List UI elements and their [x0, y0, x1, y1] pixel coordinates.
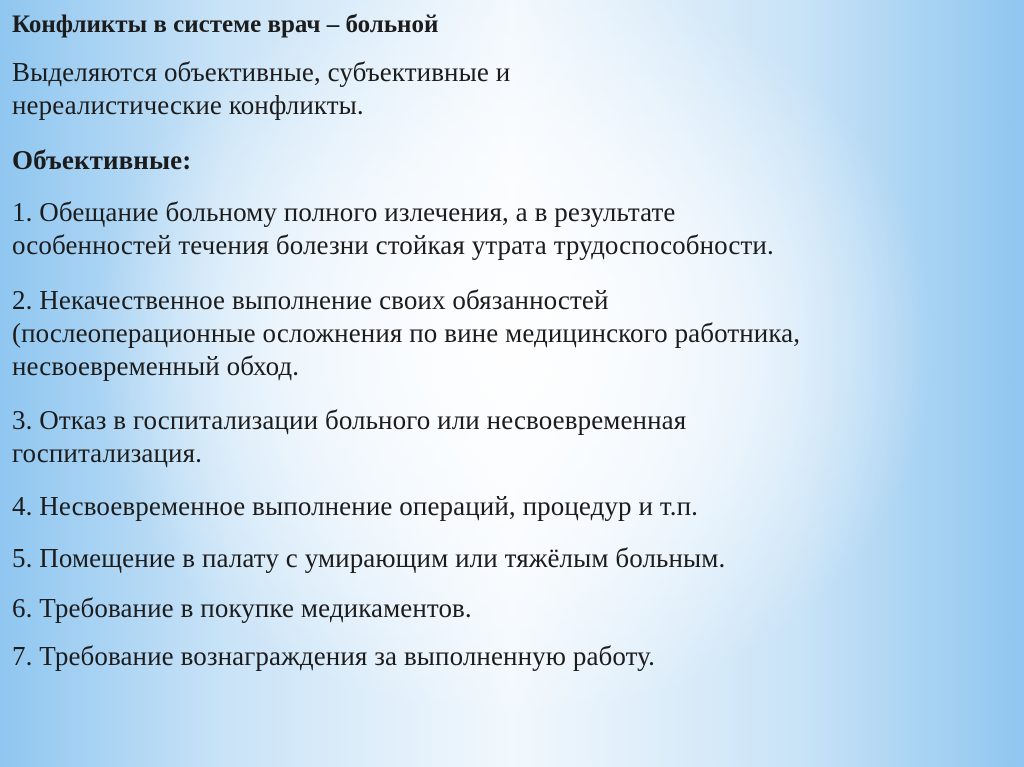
list-item-3	[12, 404, 1012, 470]
list-item-4	[12, 490, 1012, 523]
list-item-2-line-1: 2. Некачественное выполнение своих обязанностей	[12, 285, 609, 315]
list-item-2	[12, 284, 1012, 383]
list-item-5-line-1: 5. Помещение в палату с умирающим или тяжёлым больным.	[12, 543, 726, 573]
list-item-1	[12, 196, 1012, 262]
list-item-6-line-1: 6. Требование в покупке медикаментов.	[12, 593, 472, 623]
list-item-6	[12, 592, 1012, 625]
slide-title: Конфликты в системе врач – больной	[12, 11, 439, 38]
list-item-5	[12, 542, 1012, 575]
objective-subheading: Объективные:	[12, 145, 192, 175]
list-item-2-line-2: (послеоперационные осложнения по вине медицинского работника,	[12, 318, 801, 348]
list-item-4-line-1: 4. Несвоевременное выполнение операций, процедур и т.п.	[12, 491, 698, 521]
list-item-2-line-3: несвоевременный обход.	[12, 351, 300, 381]
list-item-1-line-1: 1. Обещание больному полного излечения, а в результате	[12, 197, 676, 227]
intro-line-1: Выделяются объективные, субъективные и	[12, 57, 511, 87]
list-item-1-line-2: особенностей течения болезни стойкая утрата трудоспособности.	[12, 230, 774, 260]
list-item-3-line-2: госпитализация.	[12, 438, 202, 468]
list-item-7	[12, 640, 1012, 673]
slide	[12, 4, 1012, 759]
intro-text	[12, 56, 1012, 122]
list-item-7-line-1: 7. Требование вознаграждения за выполненную работу.	[12, 641, 655, 671]
list-item-3-line-1: 3. Отказ в госпитализации больного или несвоевременная	[12, 405, 687, 435]
intro-line-2: нереалистические конфликты.	[12, 90, 364, 120]
